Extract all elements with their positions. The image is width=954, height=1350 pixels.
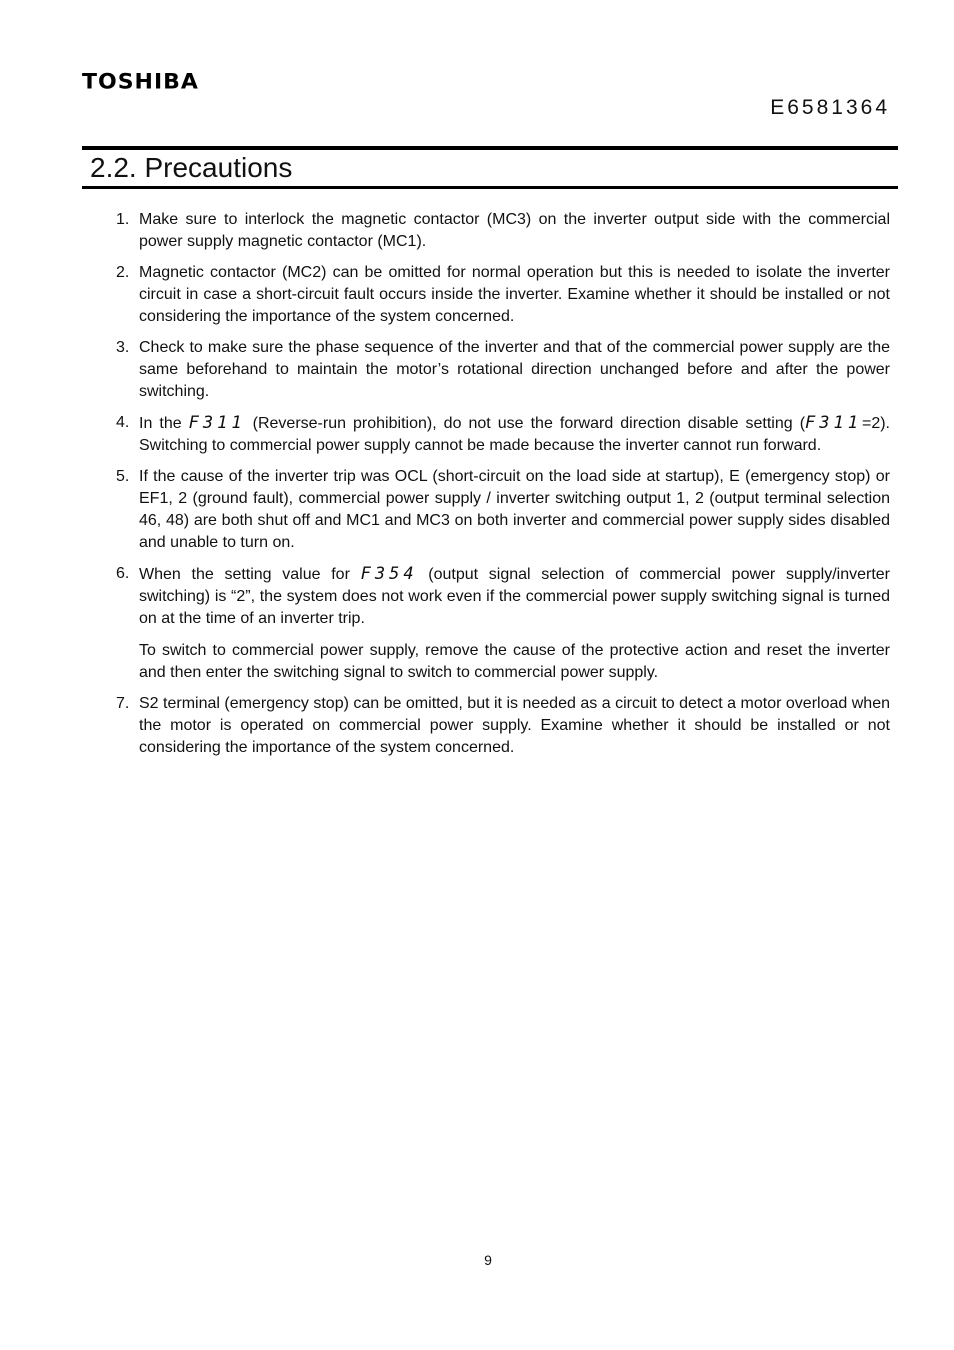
item-text-mid: (Reverse-run prohibition), do not use the forward direction disable setting ( [245, 415, 806, 432]
document-number: E6581364 [770, 96, 890, 119]
list-item [112, 693, 890, 759]
item-text-paragraph-2: To switch to commercial power supply, remove the cause of the protective action and reset the inverter and then enter the switching signal to switch to commercial power supply. [139, 642, 890, 681]
parameter-code: F311 [188, 413, 246, 433]
item-text: Check to make sure the phase sequence of the inverter and that of the commercial power supply are the same beforehand to maintain the motor’s rotational direction unchanged before and after the power switching. [139, 339, 890, 400]
section-title: 2.2. Precautions [82, 146, 898, 189]
item-text: S2 terminal (emergency stop) can be omitted, but it is needed as a circuit to detect a motor overload when the motor is operated on commercial power supply. Examine whether it should be installed or not considering the importance of the system concerned. [139, 695, 890, 756]
item-number: 5. [116, 468, 130, 485]
list-item [112, 209, 890, 253]
item-text-post: (output signal selection of commercial power supply/inverter switching) is “2”, the system does not work even if the commercial power supply switching signal is turned on at the time of an inverter trip. [139, 566, 891, 627]
item-text: Magnetic contactor (MC2) can be omitted for normal operation but this is needed to isolate the inverter circuit in case a short-circuit fault occurs inside the inverter. Examine whether it should be installed or not considering the importance of the system concerned. [139, 264, 890, 325]
item-text-pre: In the [139, 415, 189, 432]
item-text: If the cause of the inverter trip was OCL (short-circuit on the load side at startup), E (emergency stop) or EF1, 2 (ground fault), commercial power supply / inverter switching output 1, 2 (output terminal selection 46, 48) are both shut off and MC1 and MC3 on both inverter and commercial power supply sides disabled and unable to turn on. [139, 468, 890, 551]
list-item [112, 412, 890, 457]
list-item [112, 563, 890, 684]
item-text-post: =2). Switching to commercial power supply cannot be made because the inverter cannot run forward. [139, 415, 890, 454]
item-number: 4. [116, 414, 130, 431]
precautions-list [112, 209, 890, 768]
item-text: Make sure to interlock the magnetic contactor (MC3) on the inverter output side with the commercial power supply magnetic contactor (MC1). [139, 211, 890, 250]
list-item [112, 262, 890, 328]
item-number: 7. [116, 695, 130, 712]
item-number: 2. [116, 264, 130, 281]
page-number: 9 [484, 1252, 492, 1268]
parameter-code: F354 [360, 564, 418, 584]
parameter-code: F311 [805, 413, 862, 433]
list-item [112, 337, 890, 403]
item-text-pre: When the setting value for [139, 566, 361, 583]
list-item [112, 466, 890, 554]
item-number: 1. [116, 211, 130, 228]
item-number: 6. [116, 565, 130, 582]
item-text [139, 563, 890, 630]
item-number: 3. [116, 339, 130, 356]
toshiba-logo: TOSHIBA [82, 70, 199, 95]
item-text [139, 412, 890, 457]
